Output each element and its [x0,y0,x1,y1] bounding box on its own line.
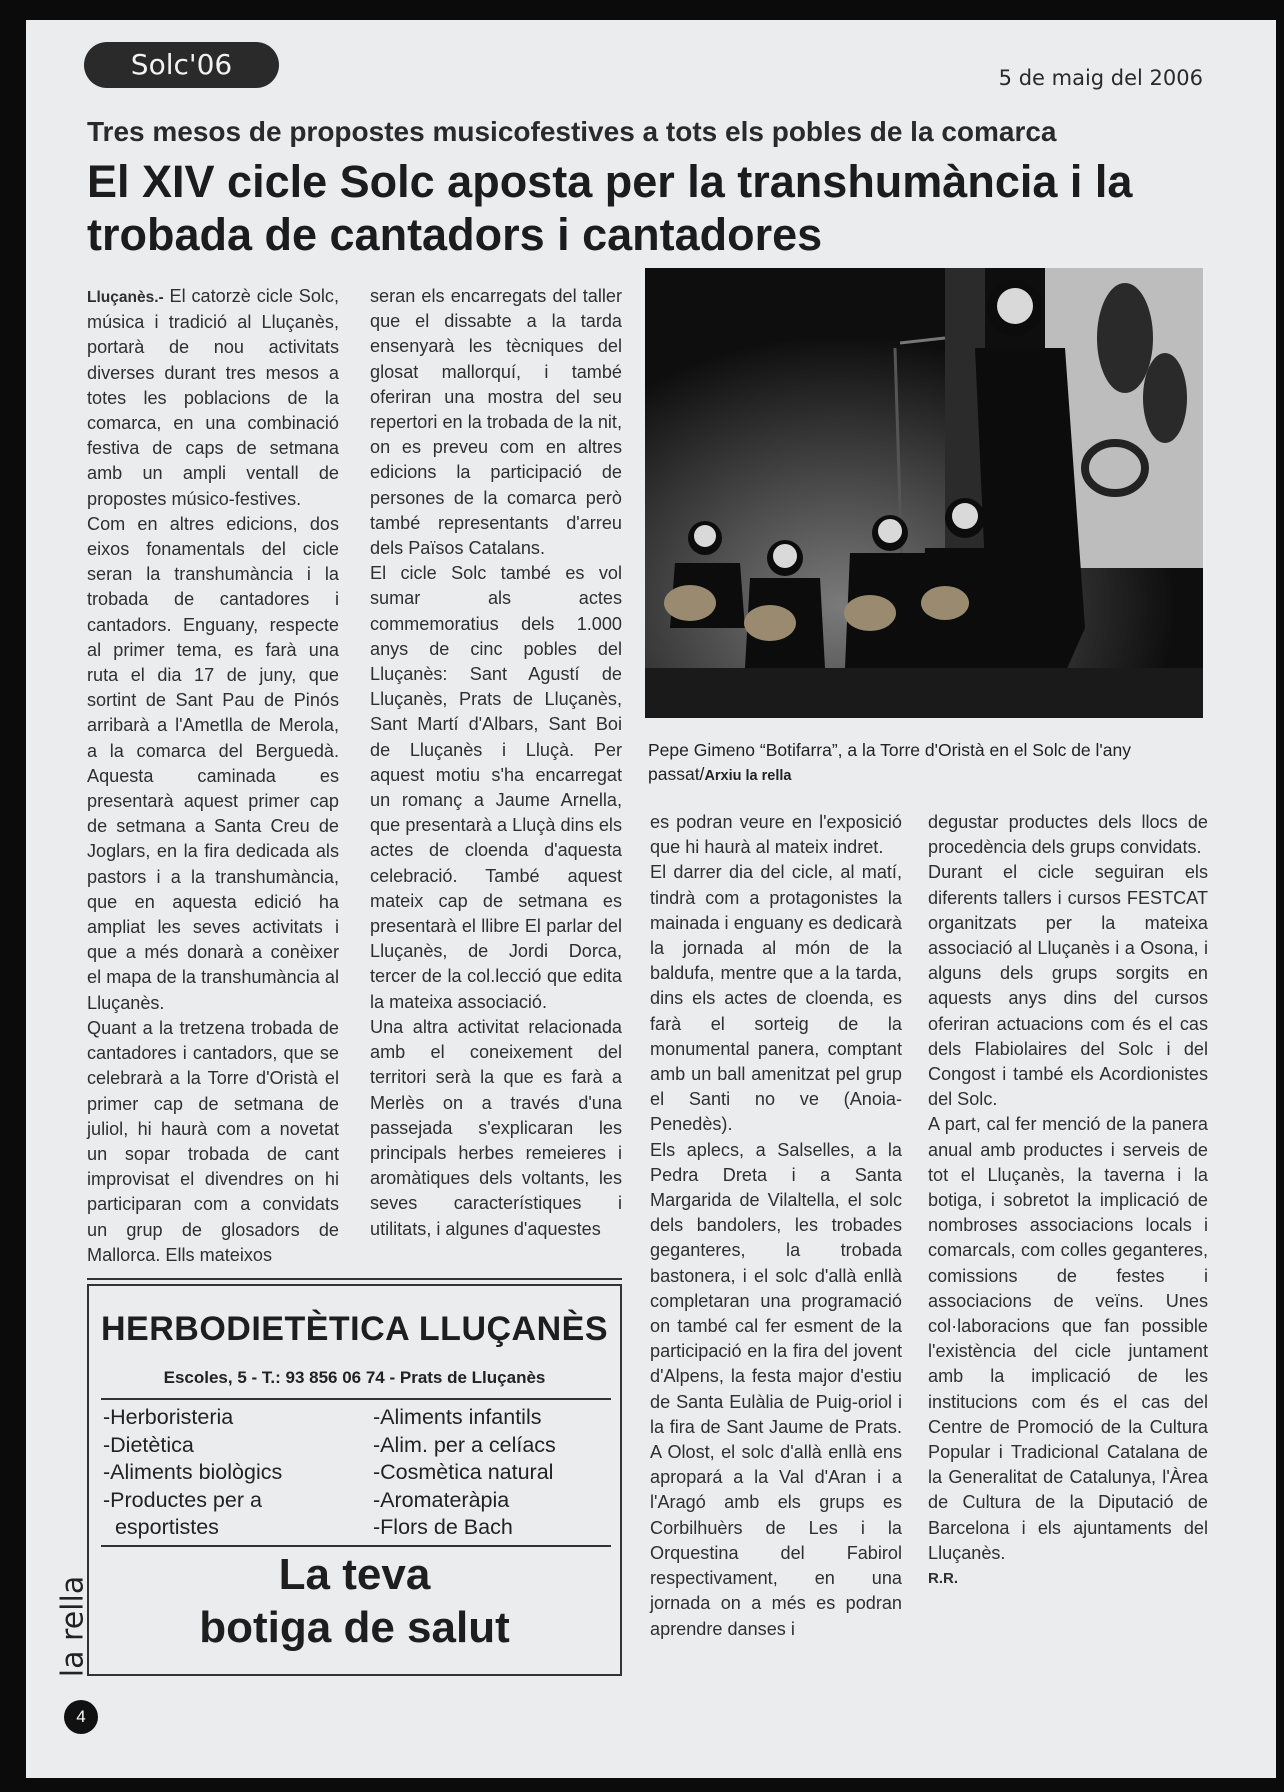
paragraph: El cicle Solc també es vol sumar als actes commemoratius dels 1.000 anys de cinc pobles del Lluçanès: Sant Agustí de Lluçanès, Prats de Lluçanès, Sant Martí d'Albars, Sant Boi de Lluçanès i Lluçà. Per aquest motiu s'ha encarregat un romanç a Jaume Arnella, que presentarà a Lluçà dins els actes de cloenda d'aquesta celebració. També aquest mateix cap de setmana es presentarà el llibre El parlar del Lluçanès, de Jordi Dorca, tercer de la col.lecció que edita la mateixa associació. [370,563,622,1012]
slogan-line: La teva [278,1550,431,1599]
paragraph: seran els encarregats del taller que el dissabte a la tarda ensenyarà les tècniques del glosat mallorquí, i també oferiran una mostra del seu repertori en la trobada de la nit, on es preveu com en altres edicions la participació de persones de la comarca però també representants d'arreu dels Països Catalans. [370,286,622,559]
publication-label: la rella [55,1575,91,1678]
list-item: -Aliments biològics [103,1460,283,1484]
ad-services-left [103,1404,353,1542]
article-column-4 [928,810,1208,1680]
article-subtitle: Tres mesos de propostes musicofestives a tots els pobles de la comarca [87,116,1057,147]
ad-address: Escoles, 5 - T.: 93 856 06 74 - Prats de Lluçanès [163,1368,546,1387]
author-signature: R.R. [928,1570,958,1588]
divider [101,1545,611,1547]
article-column-1 [87,284,339,1264]
paragraph [87,284,339,512]
divider [101,1398,611,1400]
photo-caption [648,738,1203,788]
paragraph: A part, cal fer menció de la panera anual amb productes i serveis de tot el Lluçanès, la taverna i la botiga, i sobretot la implicació de nombroses associacions locals i comarcals, com colles geganteres, comissions de festes i associacions de veïns. Unes col·laboracions que fan possible l'existència del cicle juntament amb la implicació de les institucions com és el cas del Centre de Promoció de la Cultura Popular i Tradicional Catalana de la Generalitat de Catalunya, l'Àrea de Cultura de la Diputació de Barcelona i els ajuntaments del Lluçanès. [928,1114,1208,1563]
list-item: -Flors de Bach [373,1515,513,1539]
list-item: esportistes [103,1515,219,1539]
article-headline: El XIV cicle Solc aposta per la transhumància i la trobada de cantadors i cantadores [87,156,1133,260]
caption-text: Pepe Gimeno “Botifarra”, a la Torre d'Oristà en el Solc de l'any passat/ [648,740,1131,784]
paragraph: Una altra activitat relacionada amb el coneixement del territori serà la que es farà a Merlès on a través d'una passejada s'explicaran les principals herbes remeieres i aromàtiques dels voltants, les seves característiques i utilitats, i algunes d'aquestes [370,1016,622,1239]
paragraph: Durant el cicle seguiran els diferents tallers i cursos FESTCAT organitzats per la mateixa associació al Lluçanès i a Osona, i alguns dels grups sorgits en aquests anys dins del cursos oferiran actuacions com és el cas dels Flabiolaires del Solc i del Congost i també els Acordionistes del Solc. [928,862,1208,1110]
slogan-line: botiga de salut [199,1603,510,1652]
publication-name [44,1565,104,1685]
photo-illustration [645,268,1203,718]
paragraph: Els aplecs, a Salselles, a la Pedra Dreta i a Santa Margarida de Vilaltella, el solc dels bandolers, les trobades geganteres, la trobada bastonera, i el solc d'allà enllà completaran una programació on també cal fer esment de la participació en la fira del jovent d'Alpens, la festa major d'estiu de Santa Eulàlia de Puig-oriol i la fira de Sant Jaume de Prats. A Olost, el solc d'allà enllà ens apropará a la Val d'Aran i a l'Aragó amb els grups es Corbilhuèrs de Les i la Orquestina del Fabirol respectivament, en una jornada on a més es podran aprendre danses i [650,1139,902,1639]
divider [87,1278,622,1280]
list-item: -Aromateràpia [373,1487,510,1512]
paragraph-text: El catorzè cicle Solc, música i tradició al Lluçanès, portarà de nou activitats diverses durant tres mesos a totes les poblacions de la comarca, en una combinació festiva de caps de setmana amb un ampli ventall de propostes músico-festives. [87,286,339,509]
list-item: -Aliments infantils [373,1405,542,1429]
list-item: -Herboristeria [103,1405,234,1429]
dateline: Lluçanès.- [87,289,164,306]
paragraph: Com en altres edicions, dos eixos fonamentals del cicle seran la transhumància i la trobada de cantadores i cantadors. Enguany, respecte al primer tema, es farà una ruta el dia 17 de juny, que sortint de Sant Pau de Pinós arribarà a l'Ametlla de Merola, a la comarca del Berguedà. Aquesta caminada es presentarà aquest primer cap de setmana a Santa Creu de Joglars, en la fira dedicada als pastors i a la transhumància, que en aquesta edició ha ampliat les seves activitats i que a més donarà a conèixer el mapa de la transhumància al Lluçanès. [87,513,339,1013]
issue-date: 5 de maig del 2006 [998,66,1203,90]
concert-photo [645,268,1203,718]
advertisement [87,1284,622,1676]
paragraph: El darrer dia del cicle, al matí, tindrà com a protagonistes la mainada i enguany es dedicarà la jornada al món de la baldufa, mentre que a la tarda, dins els actes de cloenda, es farà el sorteig de la monumental panera, comptant amb un ball amenitzat pel grup el Santi no ve (Anoia-Penedès). [650,862,902,1135]
list-item: -Cosmètica natural [373,1460,554,1484]
photo-credit: Arxiu la rella [704,768,792,784]
section-label: Solc'06 [84,42,279,88]
ad-title: HERBODIETÈTICA LLUÇANÈS [100,1310,609,1348]
paragraph: degustar productes dels llocs de procedència dels grups convidats. [928,812,1208,858]
ad-slogan [89,1548,620,1654]
list-item: -Productes per a [103,1487,262,1512]
list-item: -Alim. per a celíacs [373,1432,556,1457]
paragraph: Quant a la tretzena trobada de cantadores i cantadors, que se celebrarà a la Torre d'Oristà el primer cap de setmana de juliol, hi haurà com a novetat un sopar trobada de cant improvisat el divendres on hi participaran com a convidats un grup de glosadors de Mallorca. Ells mateixos [87,1017,339,1265]
ad-services-right [373,1404,613,1542]
page-number: 4 [64,1700,98,1734]
article-column-2 [370,284,622,1264]
article-column-3 [650,810,902,1680]
list-item: -Dietètica [103,1432,194,1457]
paragraph: es podran veure en l'exposició que hi haurà al mateix indret. [650,812,902,858]
